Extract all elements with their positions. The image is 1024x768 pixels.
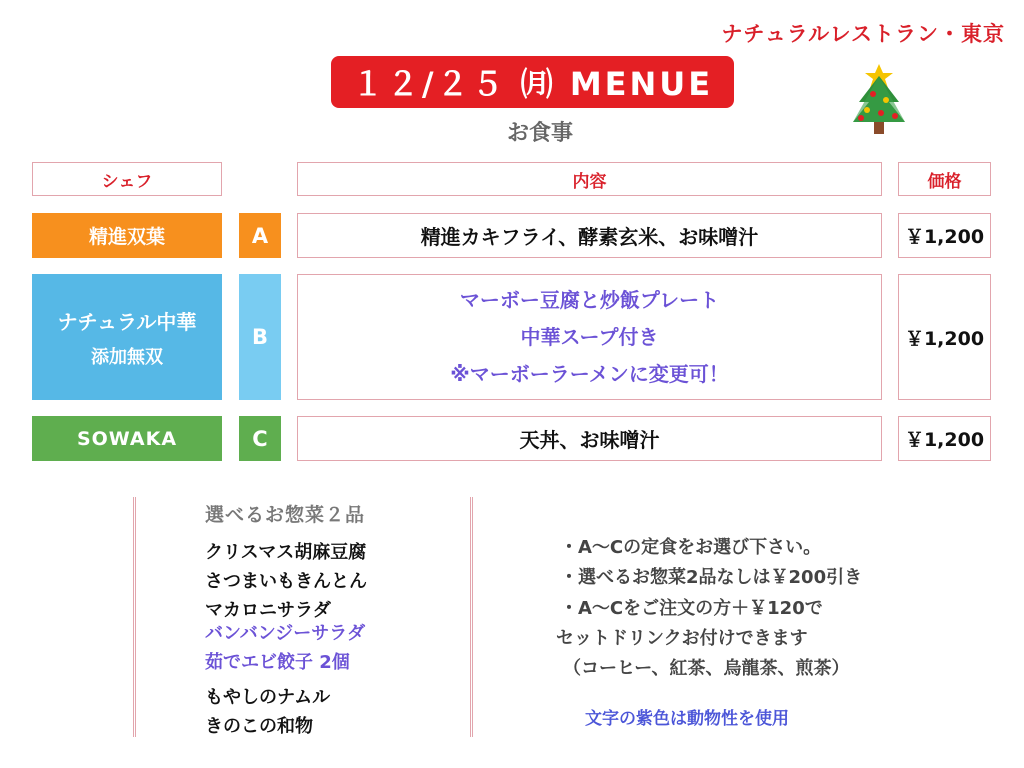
menu-line: マーボー豆腐と炒飯プレート xyxy=(459,287,720,312)
note-line: ・A～Cの定食をお選び下さい。 xyxy=(560,537,822,558)
column-header-chef: シェフ xyxy=(32,162,222,196)
restaurant-name: ナチュラルレストラン・東京 xyxy=(721,22,1005,46)
set-letter-a: A xyxy=(239,213,281,258)
price-a xyxy=(898,213,991,258)
menu-content-a xyxy=(297,213,882,258)
chef-name: 精進双葉 xyxy=(88,226,165,248)
price-b xyxy=(898,274,991,400)
note-line: ・選べるお惣菜2品なしは￥200引き xyxy=(560,567,863,588)
price-value: ￥1,200 xyxy=(904,327,985,350)
chef-name: SOWAKA xyxy=(76,427,178,450)
side-dish-item-animal: 茹でエビ餃子 2個 xyxy=(205,652,350,673)
set-letter-c: C xyxy=(239,416,281,461)
side-dish-item: もやしのナムル xyxy=(205,687,331,708)
menu-line: 精進カキフライ、酵素玄米、お味噌汁 xyxy=(420,225,759,249)
side-dish-item: さつまいもきんとん xyxy=(205,571,367,592)
menu-date-banner: １２/２５ ㈪ MENUE xyxy=(331,56,734,108)
chef-subname: 添加無双 xyxy=(91,346,163,368)
side-dish-title: 選べるお惣菜２品 xyxy=(205,504,366,526)
chef-name: ナチュラル中華 xyxy=(57,309,197,334)
note-line: ・A～Cをご注文の方＋￥120で xyxy=(560,598,823,619)
chef-label-a xyxy=(32,213,222,258)
note-line: （コーヒー、紅茶、烏龍茶、煎茶） xyxy=(563,658,850,679)
price-value: ￥1,200 xyxy=(904,226,985,248)
menu-content-b xyxy=(297,274,882,400)
set-letter-b: B xyxy=(239,274,281,400)
menu-content-c xyxy=(297,416,882,461)
side-dish-item: マカロニサラダ xyxy=(205,600,331,621)
price-value: ￥1,200 xyxy=(904,429,985,451)
chef-label-c xyxy=(32,416,222,461)
note-line: セットドリンクお付けできます xyxy=(556,628,808,649)
column-header-price: 価格 xyxy=(898,162,991,196)
side-dish-item-animal: バンバンジーサラダ xyxy=(205,623,366,644)
side-dish-item: きのこの和物 xyxy=(205,716,313,737)
column-header-content: 内容 xyxy=(297,162,882,196)
christmas-tree-icon xyxy=(843,58,915,142)
section-subtitle: お食事 xyxy=(506,121,573,146)
side-dish-item: クリスマス胡麻豆腐 xyxy=(205,542,367,563)
chef-label-b xyxy=(32,274,222,400)
menu-line: ※マーボーラーメンに変更可！ xyxy=(450,361,729,386)
menu-line: 中華スープ付き xyxy=(520,324,659,349)
price-c xyxy=(898,416,991,461)
animal-color-note: 文字の紫色は動物性を使用 xyxy=(585,709,789,729)
menu-line: 天丼、お味噌汁 xyxy=(519,428,660,452)
